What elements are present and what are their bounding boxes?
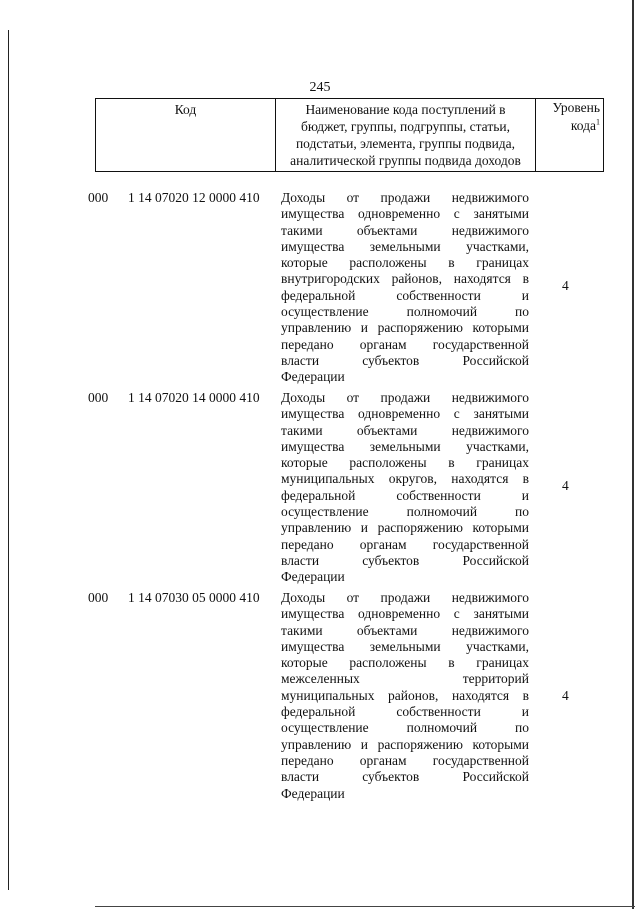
description-line: имущества одновременно с занятыми bbox=[281, 406, 529, 422]
description-line: Доходы от продажи недвижимого bbox=[281, 190, 529, 205]
description-line: которые расположены в границах bbox=[281, 255, 529, 271]
header-code: Код bbox=[96, 99, 276, 172]
revenue-code: 1 14 07020 14 0000 410 bbox=[128, 390, 260, 405]
description-line: имущества одновременно с занятыми bbox=[281, 606, 529, 622]
description-line: которые расположены в границах bbox=[281, 455, 529, 471]
description-line: управлению и распоряжению которыми bbox=[281, 520, 529, 536]
description-line: федеральной собственности и bbox=[281, 487, 529, 503]
header-level-code bbox=[536, 117, 600, 135]
revenue-code: 1 14 07030 05 0000 410 bbox=[128, 590, 260, 605]
table-header bbox=[95, 98, 604, 172]
revenue-code: 1 14 07020 12 0000 410 bbox=[128, 190, 260, 205]
description-line: власти субъектов Российской bbox=[281, 352, 529, 368]
description-line: Федерации bbox=[281, 785, 345, 801]
table-header-row bbox=[96, 99, 604, 172]
description-line: муниципальных районов, находятся в bbox=[281, 687, 529, 703]
description-line: власти субъектов Российской bbox=[281, 769, 529, 785]
header-name-line: Наименование кода поступлений в bbox=[305, 102, 506, 117]
scan-bottom-edge bbox=[95, 906, 635, 907]
page-number: 245 bbox=[309, 80, 331, 95]
description-line: внутригородских районов, находятся в bbox=[281, 271, 529, 287]
description-line: передано органам государственной bbox=[281, 336, 529, 352]
description-line: такими объектами недвижимого bbox=[281, 222, 529, 238]
description-line: такими объектами недвижимого bbox=[281, 622, 529, 638]
description-line: имущества одновременно с занятыми bbox=[281, 206, 529, 222]
code-level: 4 bbox=[562, 278, 569, 293]
revenue-description bbox=[281, 190, 529, 386]
description-line: Федерации bbox=[281, 569, 345, 585]
description-line: имущества земельными участками, bbox=[281, 638, 529, 654]
description-line: передано органам государственной bbox=[281, 536, 529, 552]
header-name-line: подстатьи, элемента, группы подвида, bbox=[295, 136, 516, 151]
code-level: 4 bbox=[562, 688, 569, 703]
header-level-code-text: кода bbox=[570, 118, 596, 133]
code-level: 4 bbox=[562, 478, 569, 493]
header-level bbox=[536, 99, 604, 172]
description-line: осуществление полномочий по bbox=[281, 720, 529, 736]
description-line: федеральной собственности и bbox=[281, 287, 529, 303]
description-line: Доходы от продажи недвижимого bbox=[281, 590, 529, 605]
description-line: управлению и распоряжению которыми bbox=[281, 736, 529, 752]
description-line: управлению и распоряжению которыми bbox=[281, 320, 529, 336]
description-line: которые расположены в границах bbox=[281, 655, 529, 671]
admin-code: 000 bbox=[88, 390, 109, 405]
description-line: такими объектами недвижимого bbox=[281, 422, 529, 438]
header-name-line: бюджет, группы, подгруппы, статьи, bbox=[301, 119, 510, 134]
description-line: муниципальных округов, находятся в bbox=[281, 471, 529, 487]
footnote-marker: 1 bbox=[596, 117, 600, 127]
description-line: осуществление полномочий по bbox=[281, 504, 529, 520]
revenue-description bbox=[281, 590, 529, 802]
header-name-line: аналитической группы подвида доходов bbox=[290, 153, 521, 168]
description-line: межселенных территорий bbox=[281, 671, 529, 687]
description-line: имущества земельными участками, bbox=[281, 438, 529, 454]
description-line: Доходы от продажи недвижимого bbox=[281, 390, 529, 405]
description-line: федеральной собственности и bbox=[281, 704, 529, 720]
admin-code: 000 bbox=[88, 190, 109, 205]
description-line: власти субъектов Российской bbox=[281, 552, 529, 568]
header-level-label: Уровень bbox=[552, 100, 600, 115]
scan-right-edge bbox=[632, 0, 634, 909]
revenue-description bbox=[281, 390, 529, 586]
description-line: имущества земельными участками, bbox=[281, 238, 529, 254]
description-line: Федерации bbox=[281, 369, 345, 385]
scan-left-edge bbox=[8, 30, 9, 890]
header-name bbox=[276, 99, 536, 172]
description-line: передано органам государственной bbox=[281, 752, 529, 768]
admin-code: 000 bbox=[88, 590, 109, 605]
description-line: осуществление полномочий по bbox=[281, 304, 529, 320]
